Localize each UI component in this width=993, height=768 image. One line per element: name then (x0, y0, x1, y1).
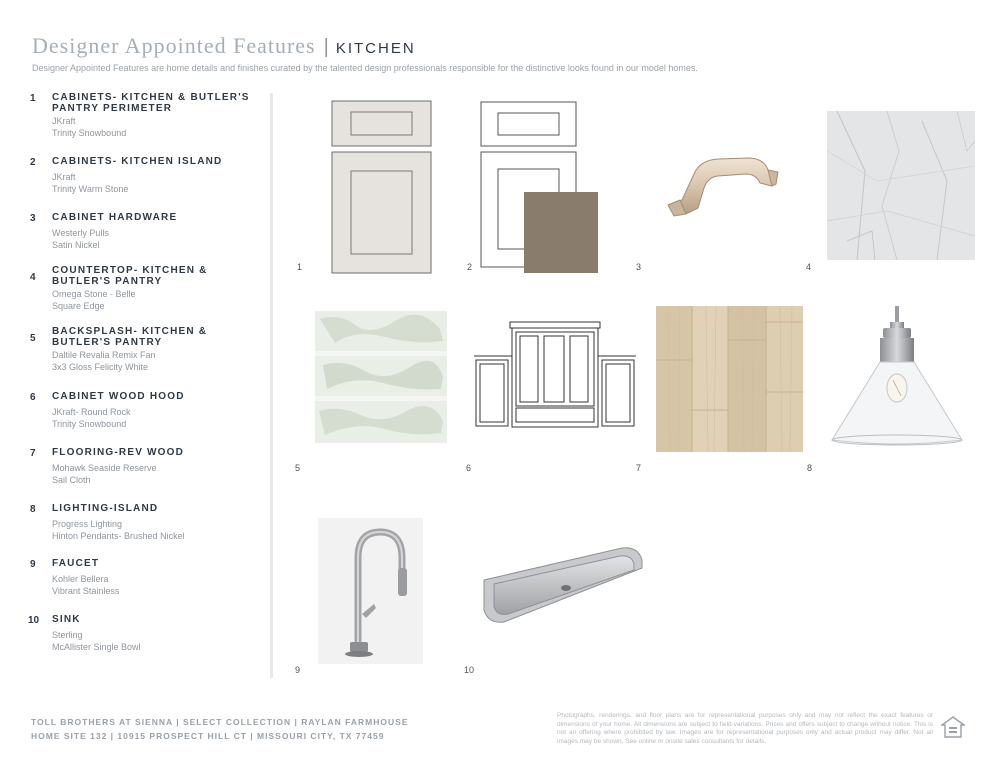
feature-title: SINK (52, 614, 81, 625)
page-title-main: Designer Appointed Features (32, 33, 316, 58)
cabinet-pull-image (664, 150, 782, 222)
feature-brand: JKraft- Round Rock (52, 407, 131, 417)
tile-number: 6 (466, 463, 472, 473)
room-name: KITCHEN (335, 40, 416, 57)
feature-title: CABINET WOOD HOOD (52, 391, 185, 402)
feature-brand: Omega Stone - Belle (52, 289, 136, 299)
tile-number: 2 (467, 262, 473, 272)
feature-brand: JKraft (52, 172, 76, 182)
community-info (31, 715, 409, 743)
feature-brand: Sterling (52, 630, 83, 640)
feature-finish: Vibrant Stainless (52, 586, 120, 596)
feature-title: COUNTERTOP- KITCHEN & BUTLER'S PANTRY (52, 265, 208, 287)
feature-finish: Trinity Snowbound (52, 419, 127, 429)
feature-number: 4 (30, 272, 36, 283)
feature-title: LIGHTING-ISLAND (52, 503, 159, 514)
feature-number: 7 (30, 448, 36, 459)
feature-brand: Progress Lighting (52, 519, 123, 529)
legal-disclaimer: Photographs, renderings, and floor plans are for representational purposes only and may not reflect the exact features or dimensions of your home. All dimensions are subject to field variations. Prices and offers subject to change without notice. This is not an offering where prohibited by law. Images are for representational purposes only and actual product may differ. Not all images may be shown. See online or onsite sales consultants for details. (557, 712, 933, 745)
flooring-planks-image (656, 306, 803, 452)
countertop-stone-image (827, 111, 975, 260)
feature-finish: Square Edge (52, 301, 105, 311)
feature-finish: Trinity Warm Stone (52, 184, 129, 194)
tile-number: 5 (295, 463, 301, 473)
feature-number: 10 (28, 615, 40, 626)
tile-number: 4 (806, 262, 812, 272)
feature-number: 5 (30, 333, 36, 344)
tile-number: 9 (295, 665, 301, 675)
tile-number: 10 (464, 665, 475, 675)
feature-title: CABINETS- KITCHEN & BUTLER'S PANTRY PERIMETER (52, 92, 250, 114)
wood-hood-drawing-image (474, 320, 636, 430)
feature-brand: JKraft (52, 116, 76, 126)
feature-brand: Westerly Pulls (52, 228, 109, 238)
feature-title: FLOORING-REV WOOD (52, 447, 185, 458)
backsplash-tile-image (315, 311, 447, 443)
cabinet-door-warm-stone-image (478, 99, 602, 275)
community-line: TOLL BROTHERS AT SIENNA | SELECT COLLECTION | RAYLAN FARMHOUSE (31, 717, 409, 727)
feature-title: BACKSPLASH- KITCHEN & BUTLER'S PANTRY (52, 326, 208, 348)
feature-finish: McAllister Single Bowl (52, 642, 141, 652)
page-title (32, 33, 416, 59)
tile-number: 1 (297, 262, 303, 272)
cabinet-door-snowbound-image (330, 99, 434, 275)
feature-number: 9 (30, 559, 36, 570)
feature-number: 2 (30, 157, 36, 168)
feature-brand: Kohler Bellera (52, 574, 109, 584)
column-divider (270, 93, 273, 678)
faucet-image (318, 518, 423, 664)
feature-title: CABINETS- KITCHEN ISLAND (52, 156, 223, 167)
sink-image (480, 546, 644, 626)
feature-finish: Hinton Pendants- Brushed Nickel (52, 531, 185, 541)
tile-number: 8 (807, 463, 813, 473)
feature-number: 6 (30, 392, 36, 403)
equal-housing-opportunity-icon (941, 716, 965, 738)
feature-brand: Mohawk Seaside Reserve (52, 463, 157, 473)
feature-number: 1 (30, 93, 36, 104)
feature-number: 3 (30, 213, 36, 224)
feature-number: 8 (30, 504, 36, 515)
feature-finish: Satin Nickel (52, 240, 100, 250)
address-line: HOME SITE 132 | 10915 PROSPECT HILL CT | MISSOURI CITY, TX 77459 (31, 731, 385, 741)
tile-number: 7 (636, 463, 642, 473)
page-subtitle: Designer Appointed Features are home details and finishes curated by the talented design professionals responsible for the distinctive looks found in our model homes. (32, 63, 698, 73)
feature-finish: 3x3 Gloss Felicity White (52, 362, 149, 372)
feature-brand: Daltile Revalia Remix Fan (52, 350, 156, 360)
tile-number: 3 (636, 262, 642, 272)
feature-finish: Trinity Snowbound (52, 128, 127, 138)
feature-title: FAUCET (52, 558, 100, 569)
feature-finish: Sail Cloth (52, 475, 91, 485)
pendant-light-image (828, 306, 966, 446)
feature-title: CABINET HARDWARE (52, 212, 178, 223)
title-separator: | (323, 36, 329, 58)
